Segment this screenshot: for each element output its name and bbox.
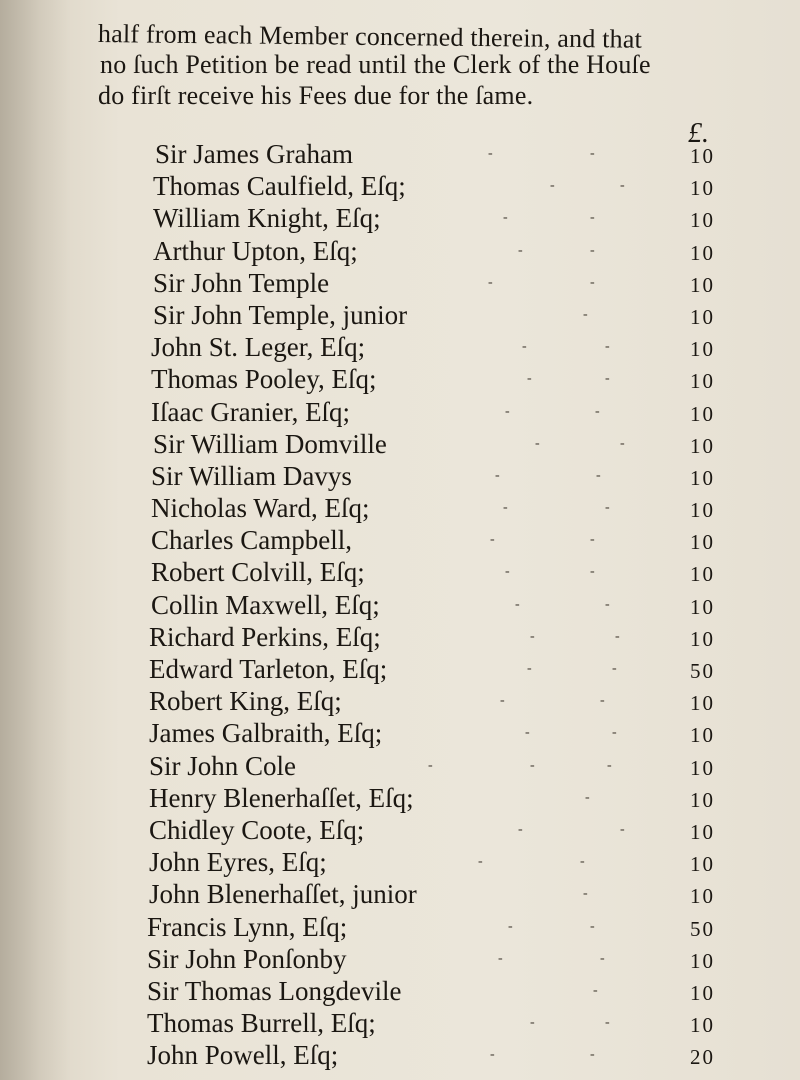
leader-dash: - <box>590 274 595 290</box>
member-name: William Knight, Eſq; <box>153 203 381 234</box>
leader-dash: - <box>535 435 540 451</box>
member-name: John Eyres, Eſq; <box>149 847 327 878</box>
leader-dash: - <box>503 210 508 226</box>
fee-amount: 10 <box>690 272 715 297</box>
leader-dash: - <box>428 757 433 773</box>
member-name: Charles Campbell, <box>151 525 352 556</box>
member-name: Sir James Graham <box>155 139 353 169</box>
member-name: Robert King, Eſq; <box>149 686 342 717</box>
member-name: John Blenerhaſſet, junior <box>149 879 417 910</box>
list-item <box>0 460 800 492</box>
member-name: Robert Colvill, Eſq; <box>151 557 365 588</box>
list-item <box>0 235 800 267</box>
member-name: Collin Maxwell, Eſq; <box>151 589 380 620</box>
fee-amount: 10 <box>690 465 715 490</box>
fee-amount: 10 <box>690 144 715 168</box>
fee-amount: 10 <box>690 1013 715 1038</box>
leader-dash: - <box>590 146 595 161</box>
fee-amount: 10 <box>690 852 715 877</box>
member-name: Sir John Temple <box>153 267 330 298</box>
list-item <box>0 138 800 170</box>
leader-dash: - <box>503 500 508 516</box>
leader-dash: - <box>490 532 495 548</box>
member-name: Francis Lynn, Eſq; <box>147 911 348 942</box>
leader-dash: - <box>612 725 617 741</box>
leader-dash: - <box>530 1015 535 1031</box>
fee-amount: 10 <box>690 562 715 587</box>
list-item <box>0 717 800 749</box>
leader-dash: - <box>590 210 595 226</box>
member-name: Thomas Caulfield, Eſq; <box>153 171 406 202</box>
fee-amount: 10 <box>690 304 715 329</box>
fee-amount: 10 <box>690 530 715 555</box>
fee-amount: 10 <box>690 337 715 362</box>
leader-dash: - <box>550 178 555 194</box>
leader-dash: - <box>527 371 532 387</box>
member-name: Sir John Cole <box>149 750 297 781</box>
page-header-text <box>98 18 788 111</box>
leader-dash: - <box>615 628 620 644</box>
member-name: Chidley Coote, Eſq; <box>149 814 365 845</box>
leader-dash: - <box>498 950 503 966</box>
member-name: Richard Perkins, Eſq; <box>149 621 381 652</box>
member-name: Arthur Upton, Eſq; <box>153 235 358 266</box>
leader-dash: - <box>508 918 513 934</box>
leader-dash: - <box>515 596 520 612</box>
leader-dash: - <box>590 242 595 258</box>
leader-dash: - <box>488 274 493 290</box>
list-item <box>0 814 800 846</box>
list-item <box>0 782 800 814</box>
leader-dash: - <box>596 467 601 483</box>
list-item <box>0 170 800 202</box>
list-item <box>0 524 800 556</box>
list-item <box>0 653 800 685</box>
list-item <box>0 878 800 910</box>
leader-dash: - <box>518 242 523 258</box>
leader-dash: - <box>585 789 590 805</box>
list-item <box>0 846 800 878</box>
list-item <box>0 396 800 428</box>
fee-amount: 10 <box>690 723 715 748</box>
fee-amount: 10 <box>690 787 715 812</box>
leader-dash: - <box>590 918 595 934</box>
leader-dash: - <box>607 757 612 773</box>
list-item <box>0 943 800 975</box>
leader-dash: - <box>505 403 510 419</box>
list-item <box>0 299 800 331</box>
leader-dash: - <box>612 661 617 676</box>
leader-dash: - <box>530 757 535 773</box>
fee-amount: 10 <box>690 369 715 394</box>
fee-amount: 10 <box>690 755 715 780</box>
leader-dash: - <box>522 339 527 355</box>
list-item <box>0 1007 800 1039</box>
fee-amount: 10 <box>690 433 715 458</box>
fee-amount: 20 <box>690 1045 715 1070</box>
list-item <box>0 621 800 653</box>
fee-amount: 50 <box>690 659 715 683</box>
leader-dash: - <box>525 725 530 741</box>
leader-dash: - <box>490 1047 495 1063</box>
list-item <box>0 202 800 234</box>
list-item <box>0 911 800 943</box>
fee-amount: 10 <box>690 819 715 844</box>
list-item <box>0 331 800 363</box>
leader-dash: - <box>605 339 610 355</box>
member-name: Thomas Burrell, Eſq; <box>147 1008 376 1039</box>
list-item <box>0 492 800 524</box>
pound-column-heading: £. <box>688 118 709 149</box>
leader-dash: - <box>605 1015 610 1031</box>
leader-dash: - <box>620 821 625 837</box>
fee-amount: 10 <box>690 594 715 619</box>
fee-amount: 10 <box>690 208 715 233</box>
list-item <box>0 363 800 395</box>
header-line-1: half from each Member concerned therein, and that <box>97 19 643 54</box>
leader-dash: - <box>583 306 588 322</box>
list-item <box>0 556 800 588</box>
fee-amount: 10 <box>690 401 715 426</box>
fee-amount: 10 <box>690 691 715 716</box>
header-line-3: do firſt receive his Fees due for the ſame. <box>98 81 534 110</box>
list-item <box>0 428 800 460</box>
leader-dash: - <box>605 596 610 612</box>
fee-amount: 10 <box>690 498 715 523</box>
leader-dash: - <box>505 564 510 580</box>
list-item <box>0 589 800 621</box>
member-name: John St. Leger, Eſq; <box>151 332 366 363</box>
member-name: Sir John Ponſonby <box>147 943 347 974</box>
fee-amount: 10 <box>690 980 715 1005</box>
list-item <box>0 685 800 717</box>
list-item <box>0 267 800 299</box>
leader-dash: - <box>488 146 493 161</box>
leader-dash: - <box>605 371 610 387</box>
subscriber-list <box>0 138 800 1071</box>
member-name: Iſaac Granier, Eſq; <box>151 396 351 427</box>
leader-dash: - <box>620 178 625 194</box>
leader-dash: - <box>580 854 585 870</box>
leader-dash: - <box>595 403 600 419</box>
fee-amount: 50 <box>690 916 715 941</box>
leader-dash: - <box>600 693 605 709</box>
member-name: Sir William Davys <box>151 460 352 491</box>
leader-dash: - <box>583 886 588 902</box>
member-name: Sir William Domville <box>153 428 387 459</box>
member-name: Henry Blenerhaſſet, Eſq; <box>149 782 414 813</box>
fee-amount: 10 <box>690 176 715 201</box>
leader-dash: - <box>600 950 605 966</box>
member-name: Nicholas Ward, Eſq; <box>151 493 370 524</box>
leader-dash: - <box>530 628 535 644</box>
fee-amount: 10 <box>690 626 715 651</box>
leader-dash: - <box>590 532 595 548</box>
fee-amount: 10 <box>690 884 715 909</box>
leader-dash: - <box>495 467 500 483</box>
leader-dash: - <box>620 435 625 451</box>
fee-amount: 10 <box>690 240 715 265</box>
header-line-2: no ſuch Petition be read until the Clerk of the Houſe <box>100 50 651 79</box>
list-item <box>0 1039 800 1071</box>
member-name: Sir John Temple, junior <box>153 299 408 330</box>
fee-amount: 10 <box>690 948 715 973</box>
leader-dash: - <box>590 1047 595 1063</box>
list-item <box>0 750 800 782</box>
member-name: John Powell, Eſq; <box>147 1040 339 1071</box>
member-name: James Galbraith, Eſq; <box>149 718 383 749</box>
list-item <box>0 975 800 1007</box>
member-name: Edward Tarleton, Eſq; <box>149 654 388 684</box>
leader-dash: - <box>605 500 610 516</box>
member-name: Sir Thomas Longdevile <box>147 975 402 1006</box>
leader-dash: - <box>527 661 532 676</box>
leader-dash: - <box>593 982 598 998</box>
leader-dash: - <box>478 854 483 870</box>
member-name: Thomas Pooley, Eſq; <box>151 364 377 395</box>
leader-dash: - <box>500 693 505 709</box>
leader-dash: - <box>518 821 523 837</box>
leader-dash: - <box>590 564 595 580</box>
